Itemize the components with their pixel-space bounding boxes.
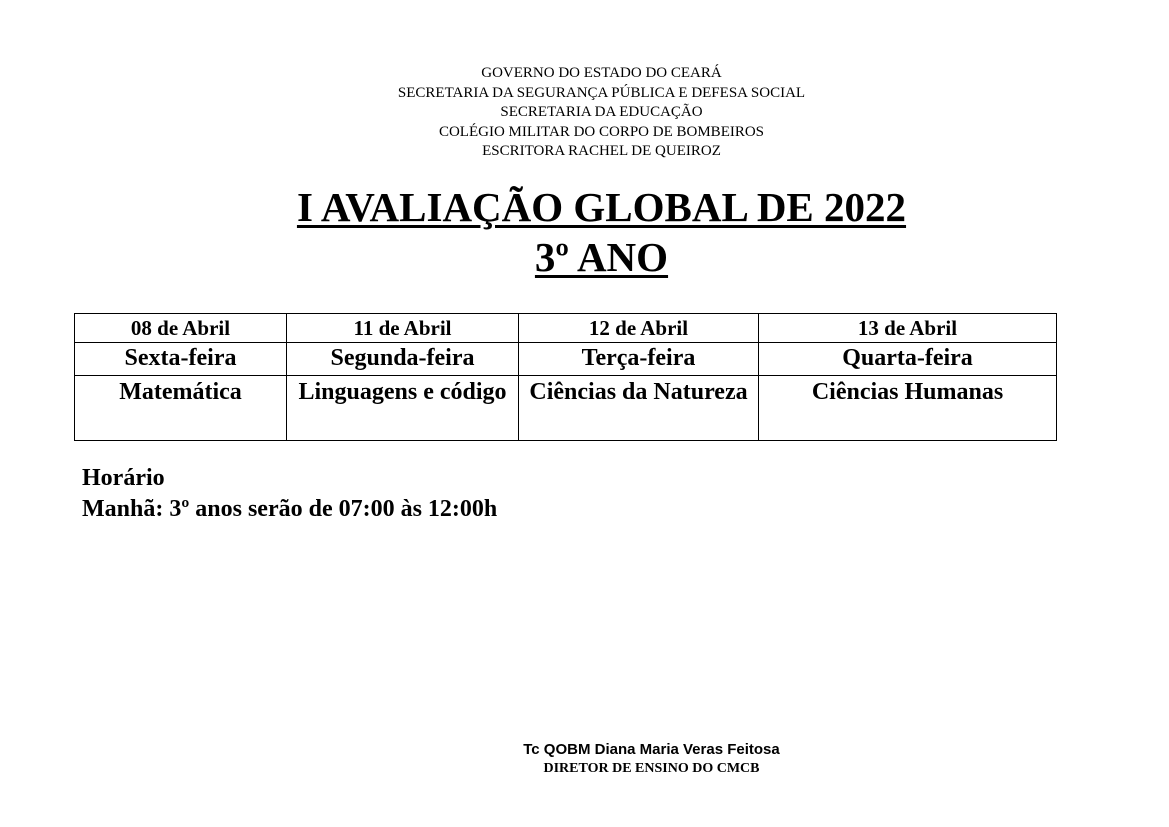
schedule-time-section — [82, 463, 497, 525]
document-header — [300, 64, 903, 162]
header-line-government: GOVERNO DO ESTADO DO CEARÁ — [481, 65, 722, 81]
weekday-cell: Sexta-feira — [75, 343, 287, 376]
table-row-dates — [75, 314, 1057, 343]
signatory-name: Tc QOBM Diana Maria Veras Feitosa — [523, 741, 780, 758]
subject-cell: Matemática — [75, 376, 287, 441]
page-subtitle: 3º ANO — [534, 234, 669, 280]
header-line-education-secretariat: SECRETARIA DA EDUCAÇÃO — [500, 104, 703, 120]
page-title: I AVALIAÇÃO GLOBAL DE 2022 — [296, 184, 907, 230]
weekday-cell: Segunda-feira — [287, 343, 519, 376]
subject-cell: Linguagens e código — [287, 376, 519, 441]
date-cell: 12 de Abril — [519, 314, 759, 343]
header-line-college-name: ESCRITORA RACHEL DE QUEIROZ — [482, 143, 721, 159]
weekday-cell: Terça-feira — [519, 343, 759, 376]
date-cell: 11 de Abril — [287, 314, 519, 343]
signature-block — [400, 740, 903, 778]
date-cell: 08 de Abril — [75, 314, 287, 343]
header-line-security-secretariat: SECRETARIA DA SEGURANÇA PÚBLICA E DEFESA SOCIAL — [397, 84, 806, 101]
weekday-cell: Quarta-feira — [759, 343, 1057, 376]
exam-schedule-table — [74, 313, 1057, 441]
subject-cell: Ciências Humanas — [759, 376, 1057, 441]
header-line-college: COLÉGIO MILITAR DO CORPO DE BOMBEIROS — [438, 123, 765, 140]
subject-cell: Ciências da Natureza — [519, 376, 759, 441]
signatory-role: DIRETOR DE ENSINO DO CMCB — [543, 761, 760, 776]
schedule-time-detail: Manhã: 3º anos serão de 07:00 às 12:00h — [82, 496, 498, 522]
table-row-weekdays — [75, 343, 1057, 376]
table-row-subjects — [75, 376, 1057, 441]
date-cell: 13 de Abril — [759, 314, 1057, 343]
schedule-time-heading: Horário — [82, 465, 165, 491]
